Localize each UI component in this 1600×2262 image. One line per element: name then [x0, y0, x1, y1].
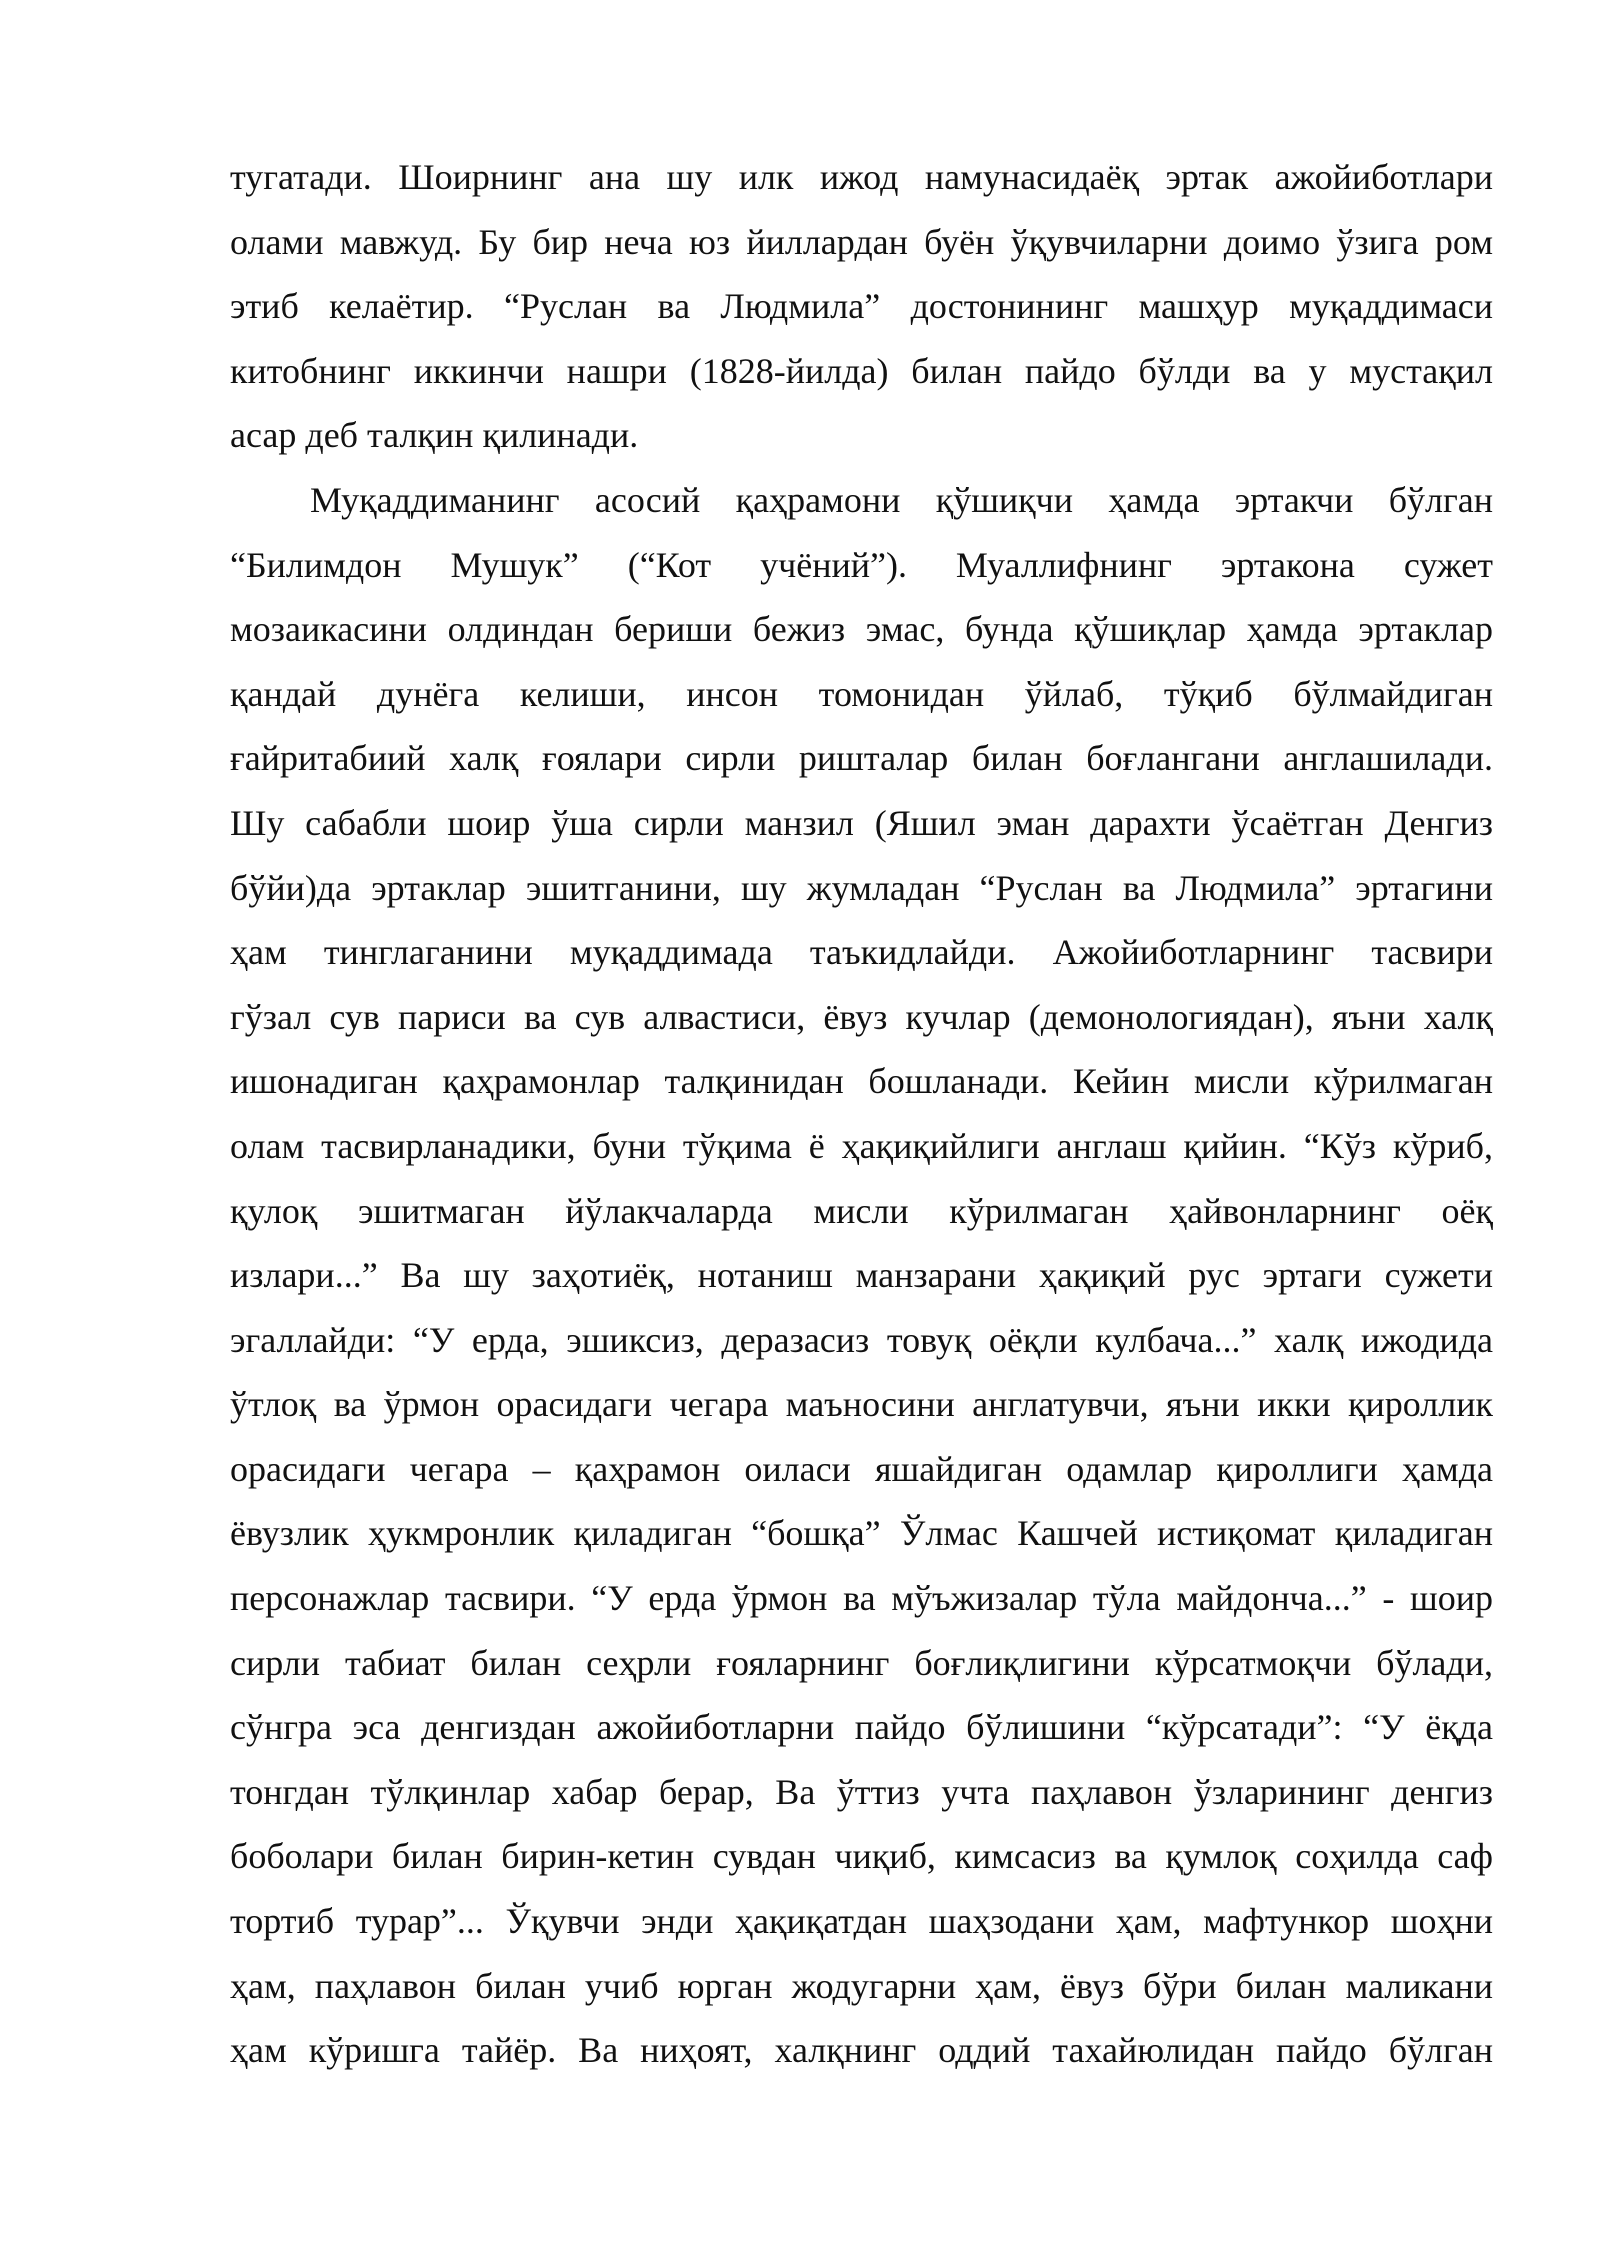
text-line: мозаикасини олдиндан бериши бежиз эмас, бунда қўшиқлар ҳамда эртаклар — [230, 609, 1493, 650]
text-line: ёвузлик ҳукмронлик қиладиган “бошқа” Ўлмас Кашчей истиқомат қиладиган — [230, 1513, 1493, 1554]
text-line: ҳам тинглаганини муқаддимада таъкидлайди. Ажойиботларнинг тасвири — [230, 932, 1493, 973]
text-line: олам тасвирланадики, буни тўқима ё ҳақиқийлиги англаш қийин. “Кўз кўриб, — [230, 1125, 1493, 1166]
text-line: гўзал сув париси ва сув алвастиси, ёвуз кучлар (демонологиядан), яъни халқ — [230, 996, 1493, 1037]
text-line: этиб келаётир. “Руслан ва Людмила” достонининг машҳур муқаддимаси — [230, 286, 1493, 327]
text-line: сўнгра эса денгиздан ажойиботларни пайдо бўлишини “кўрсатади”: “У ёқда — [230, 1707, 1493, 1748]
text-line: персонажлар тасвири. “У ерда ўрмон ва мўъжизалар тўла майдонча...” - шоир — [230, 1578, 1493, 1619]
text-line: “Билимдон Мушук” (“Кот учёний”). Муаллифнинг эртакона сужет — [230, 544, 1493, 585]
text-line: ишонадиган қаҳрамонлар талқинидан бошланади. Кейин мисли кўрилмаган — [230, 1061, 1493, 1102]
text-line: ҳам кўришга тайёр. Ва ниҳоят, халқнинг оддий тахайюлидан пайдо бўлган — [230, 2030, 1493, 2071]
text-line: ҳам, паҳлавон билан учиб юрган жодугарни ҳам, ёвуз бўри билан маликани — [230, 1965, 1493, 2006]
text-line: бўйи)да эртаклар эшитганини, шу жумладан “Руслан ва Людмила” эртагини — [230, 867, 1493, 908]
text-line: боболари билан бирин-кетин сувдан чиқиб, кимсасиз ва қумлоқ соҳилда саф — [230, 1836, 1493, 1877]
text-line: Шу сабабли шоир ўша сирли манзил (Яшил эман дарахти ўсаётган Денгиз — [230, 802, 1493, 843]
text-line: ғайритабиий халқ ғоялари сирли ришталар билан боғлангани англашилади. — [230, 738, 1493, 779]
text-line: орасидаги чегара – қаҳрамон оиласи яшайдиган одамлар қироллиги ҳамда — [230, 1448, 1493, 1489]
text-line: тортиб турар”... Ўқувчи энди ҳақиқатдан шаҳзодани ҳам, мафтункор шоҳни — [230, 1901, 1493, 1942]
text-line: асар деб талқин қилинади. — [230, 415, 639, 456]
text-line: қулоқ эшитмаган йўлакчаларда мисли кўрилмаган ҳайвонларнинг оёқ — [230, 1190, 1493, 1231]
text-line: қандай дунёга келиши, инсон томонидан ўйлаб, тўқиб бўлмайдиган — [230, 673, 1493, 714]
text-line: эгаллайди: “У ерда, эшиксиз, деразасиз товуқ оёқли кулбача...” халқ ижодида — [230, 1319, 1493, 1360]
body-text — [230, 145, 1493, 2083]
text-line: Муқаддиманинг асосий қаҳрамони қўшиқчи ҳамда эртакчи бўлган — [310, 479, 1493, 520]
text-line: излари...” Ва шу заҳотиёқ, нотаниш манзарани ҳақиқий рус эртаги сужети — [230, 1255, 1493, 1296]
text-line: ўтлоқ ва ўрмон орасидаги чегара маъносини англатувчи, яъни икки қироллик — [230, 1384, 1493, 1425]
text-line: тугатади. Шоирнинг ана шу илк ижод намунасидаёқ эртак ажойиботлари — [230, 157, 1493, 197]
text-line: сирли табиат билан сеҳрли ғояларнинг боғлиқлигини кўрсатмоқчи бўлади, — [230, 1642, 1493, 1683]
text-line: тонгдан тўлқинлар хабар берар, Ва ўттиз учта паҳлавон ўзларининг денгиз — [230, 1771, 1493, 1812]
text-line: олами мавжуд. Бу бир неча юз йиллардан буён ўқувчиларни доимо ўзига ром — [230, 221, 1493, 262]
text-line: китобнинг иккинчи нашри (1828-йилда) билан пайдо бўлди ва у мустақил — [230, 350, 1493, 391]
